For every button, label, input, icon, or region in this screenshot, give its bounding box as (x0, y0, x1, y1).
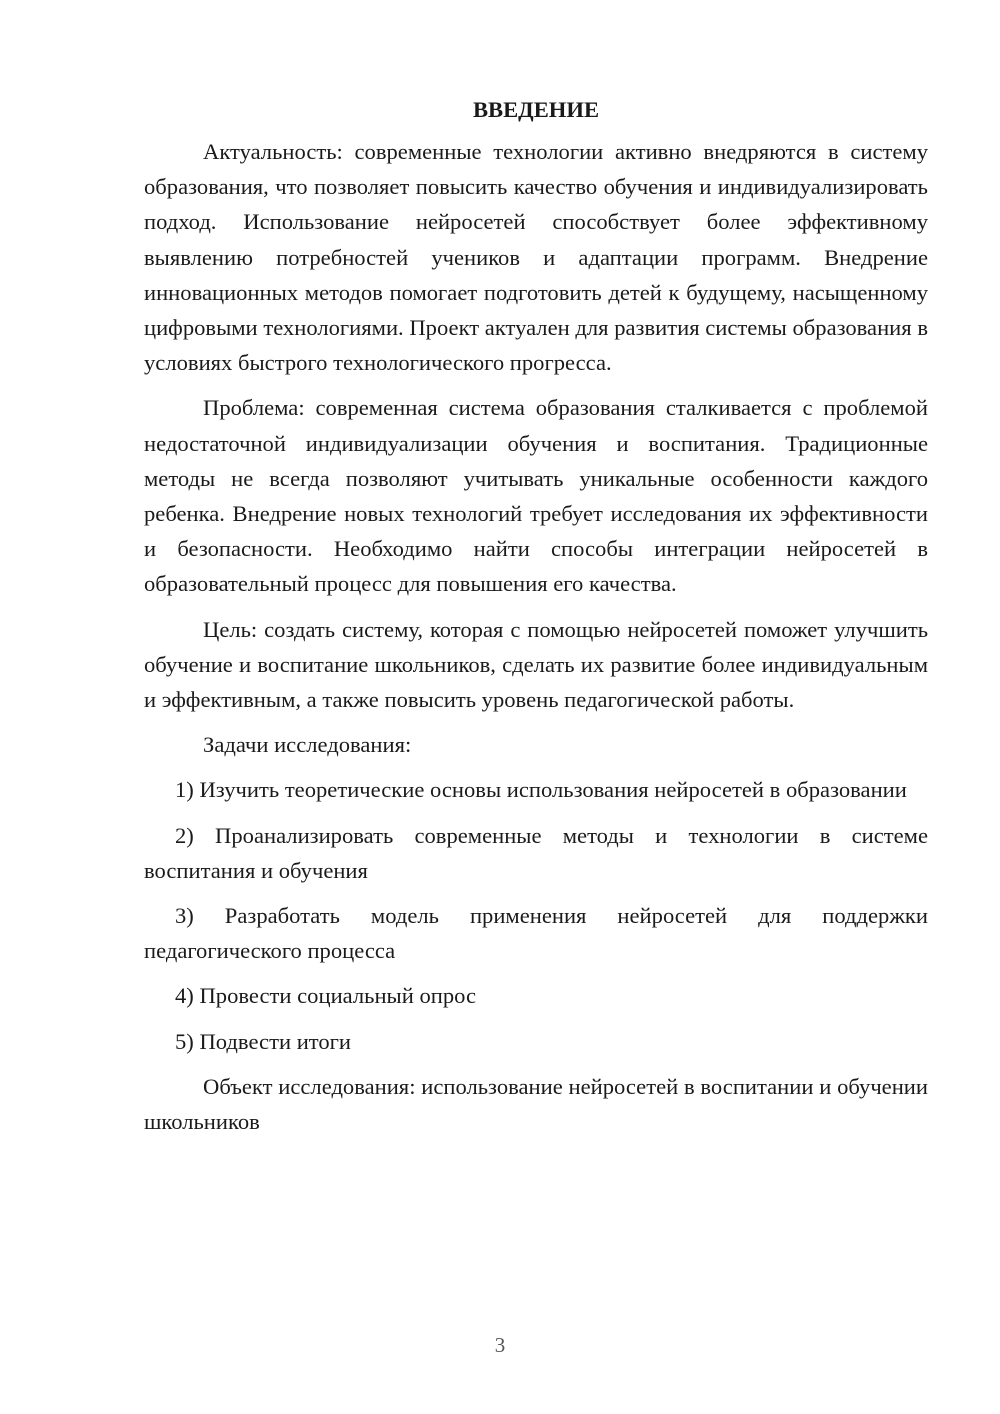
tasks-heading: Задачи исследования: (203, 732, 412, 758)
page-number: 3 (494, 1333, 506, 1357)
task-item: 3) Разработать модель применения нейросетей для поддержки педагогического процесса (144, 903, 928, 964)
task-item: 5) Подвести итоги (175, 1028, 352, 1054)
task-item: 4) Провести социальный опрос (175, 983, 477, 1009)
object-paragraph: Объект исследования: использование нейросетей в воспитании и обучении школьников (144, 1073, 928, 1135)
task-item: 2) Проанализировать современные методы и технологии в системе воспитания и обучения (144, 822, 928, 883)
task-item: 1) Изучить теоретические основы использования нейросетей в образовании (175, 777, 907, 803)
goal-paragraph: Цель: создать систему, которая с помощью нейросетей поможет улучшить обучение и воспитание школьников, сделать их развитие более индивидуальным и эффективным, а также повысить уровень педагогической работы. (144, 616, 928, 713)
document-page (144, 92, 928, 1149)
problem-paragraph: Проблема: современная система образования сталкивается с проблемой недостаточной индивидуализации обучения и воспитания. Традиционные методы не всегда позволяют учитывать уникальные особенности каждого ребенка. Внедрение новых технологий требует исследования их эффективности и безопасности. Необходимо найти способы интеграции нейросетей в образовательный процесс для повышения его качества. (144, 395, 928, 597)
page-title: ВВЕДЕНИЕ (472, 97, 600, 122)
relevance-paragraph: Актуальность: современные технологии активно внедряются в систему образования, что позволяет повысить качество обучения и индивидуализировать подход. Использование нейросетей способствует более эффективному выявлению потребностей учеников и адаптации программ. Внедрение инновационных методов помогает подготовить детей к будущему, насыщенному цифровыми технологиями. Проект актуален для развития системы образования в условиях быстрого технологического прогресса. (144, 139, 928, 376)
